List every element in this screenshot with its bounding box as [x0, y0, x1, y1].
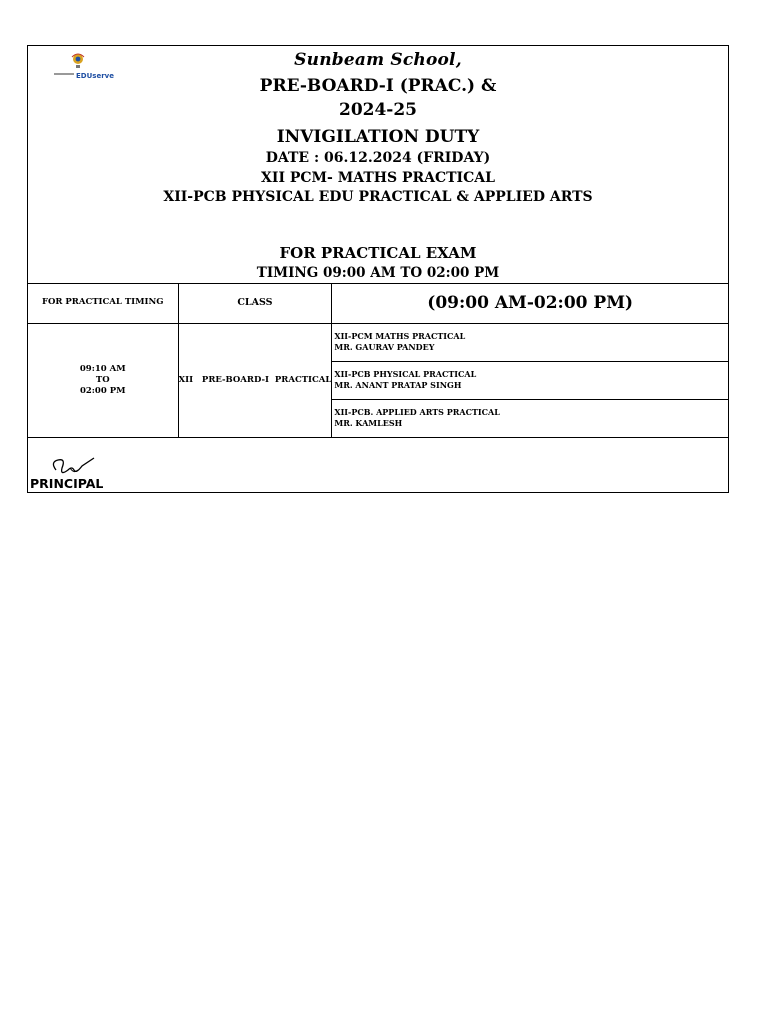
session-year: 2024-25	[338, 100, 418, 120]
duty-title: INVIGILATION DUTY	[276, 127, 480, 147]
duty-subject: XII-PCB. APPLIED ARTS PRACTICAL	[334, 407, 500, 417]
col-header-class: CLASS	[178, 283, 332, 323]
table-row	[28, 323, 728, 361]
exam-date: DATE : 06.12.2024 (FRIDAY)	[265, 150, 491, 166]
col-header-slot: (09:00 AM-02:00 PM)	[332, 283, 728, 323]
duty-teacher: MR. ANANT PRATAP SINGH	[334, 380, 462, 390]
exam-title: PRE-BOARD-I (PRAC.) &	[259, 76, 497, 96]
sheet-footer	[28, 438, 728, 492]
school-name: Sunbeam School,	[294, 50, 462, 70]
table-header-row	[28, 283, 728, 323]
timing-cell	[28, 323, 178, 437]
duty-cell	[332, 399, 728, 437]
duty-subject: XII-PCB PHYSICAL PRACTICAL	[334, 369, 477, 379]
timing-end: 02:00 PM	[79, 385, 126, 396]
timing-start: 09:10 AM	[79, 363, 126, 374]
duty-sheet	[27, 45, 729, 493]
duty-table	[28, 283, 728, 438]
timing-line: TIMING 09:00 AM TO 02:00 PM	[256, 265, 500, 281]
subject-line-pcm: XII PCM- MATHS PRACTICAL	[261, 170, 495, 186]
timing-to: TO	[95, 374, 110, 385]
principal-label: PRINCIPAL	[30, 476, 104, 491]
class-cell: XII PRE-BOARD-I PRACTICAL	[178, 323, 332, 437]
duty-teacher: MR. GAURAV PANDEY	[334, 342, 435, 352]
duty-cell	[332, 361, 728, 399]
duty-subject: XII-PCM MATHS PRACTICAL	[334, 331, 466, 341]
duty-teacher: MR. KAMLESH	[334, 418, 403, 428]
col-header-timing: FOR PRACTICAL TIMING	[28, 283, 178, 323]
sheet-header	[28, 46, 728, 284]
practical-heading: FOR PRACTICAL EXAM	[279, 244, 477, 262]
svg-text:EDUserve: EDUserve	[76, 72, 114, 80]
subject-line-pcb: XII-PCB PHYSICAL EDU PRACTICAL & APPLIED ARTS	[163, 189, 593, 205]
duty-cell	[332, 323, 728, 361]
